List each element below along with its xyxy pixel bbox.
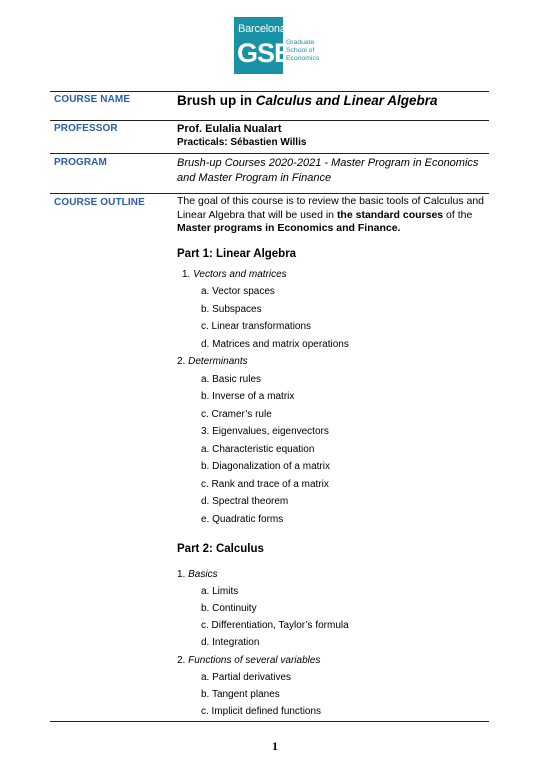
part1-section-2: 2. Determinants <box>177 356 248 367</box>
professor-label: PROFESSOR <box>54 123 118 134</box>
part2-section-2: 2. Functions of several variables <box>177 655 321 666</box>
barcelona-gse-logo <box>234 17 320 74</box>
row-divider <box>50 193 489 194</box>
program-text: Brush-up Courses 2020-2021 - Master Program in Economics and Master Program in Finance <box>177 157 479 184</box>
list-item: d. Integration <box>201 637 260 648</box>
list-item: a. Characteristic equation <box>201 444 315 455</box>
list-item: b. Inverse of a matrix <box>201 391 295 402</box>
list-item: b. Continuity <box>201 603 257 614</box>
list-item: b. Diagonalization of a matrix <box>201 461 330 472</box>
logo-mark: GSE <box>237 38 292 68</box>
list-item: 3. Eigenvalues, eigenvectors <box>201 426 329 437</box>
course-title: Brush up in Calculus and Linear Algebra <box>177 93 438 108</box>
list-item: a. Vector spaces <box>201 286 275 297</box>
list-item: d. Spectral theorem <box>201 496 289 507</box>
row-divider <box>50 153 489 154</box>
row-divider <box>50 120 489 121</box>
bottom-divider <box>50 721 489 722</box>
part1-heading: Part 1: Linear Algebra <box>177 248 297 260</box>
list-item: b. Tangent planes <box>201 689 280 700</box>
logo-brand: Barcelona <box>238 23 286 35</box>
logo-subtitle: Graduate School of Economics <box>286 39 320 62</box>
professor-value <box>177 123 487 148</box>
list-item: e. Quadratic forms <box>201 514 284 525</box>
list-item: c. Rank and trace of a matrix <box>201 479 329 490</box>
course-name-label: COURSE NAME <box>54 94 131 105</box>
program-label: PROGRAM <box>54 157 107 168</box>
list-item: a. Limits <box>201 586 239 597</box>
list-item: b. Subspaces <box>201 304 262 315</box>
row-divider <box>50 91 489 92</box>
part2-section-1: 1. Basics <box>177 569 218 580</box>
professor-name: Prof. Eulalia Nualart <box>177 123 282 135</box>
part1-section-1: 1. Vectors and matrices <box>182 269 287 280</box>
practicals-name: Practicals: Sébastien Willis <box>177 137 307 148</box>
part2-heading: Part 2: Calculus <box>177 543 264 555</box>
list-item: a. Basic rules <box>201 374 262 385</box>
page-number: 1 <box>272 739 278 753</box>
list-item: d. Matrices and matrix operations <box>201 339 349 350</box>
list-item: c. Implicit defined functions <box>201 706 322 717</box>
course-outline-label: COURSE OUTLINE <box>54 197 145 208</box>
list-item: c. Differentiation, Taylor’s formula <box>201 620 349 631</box>
list-item: a. Partial derivatives <box>201 672 292 683</box>
list-item: c. Cramer’s rule <box>201 409 272 420</box>
course-outline-intro: The goal of this course is to review the basic tools of Calculus and Linear Algebra that will be used in the standard courses of the Master programs in Economics and Finance. <box>177 195 484 234</box>
list-item: c. Linear transformations <box>201 321 312 332</box>
